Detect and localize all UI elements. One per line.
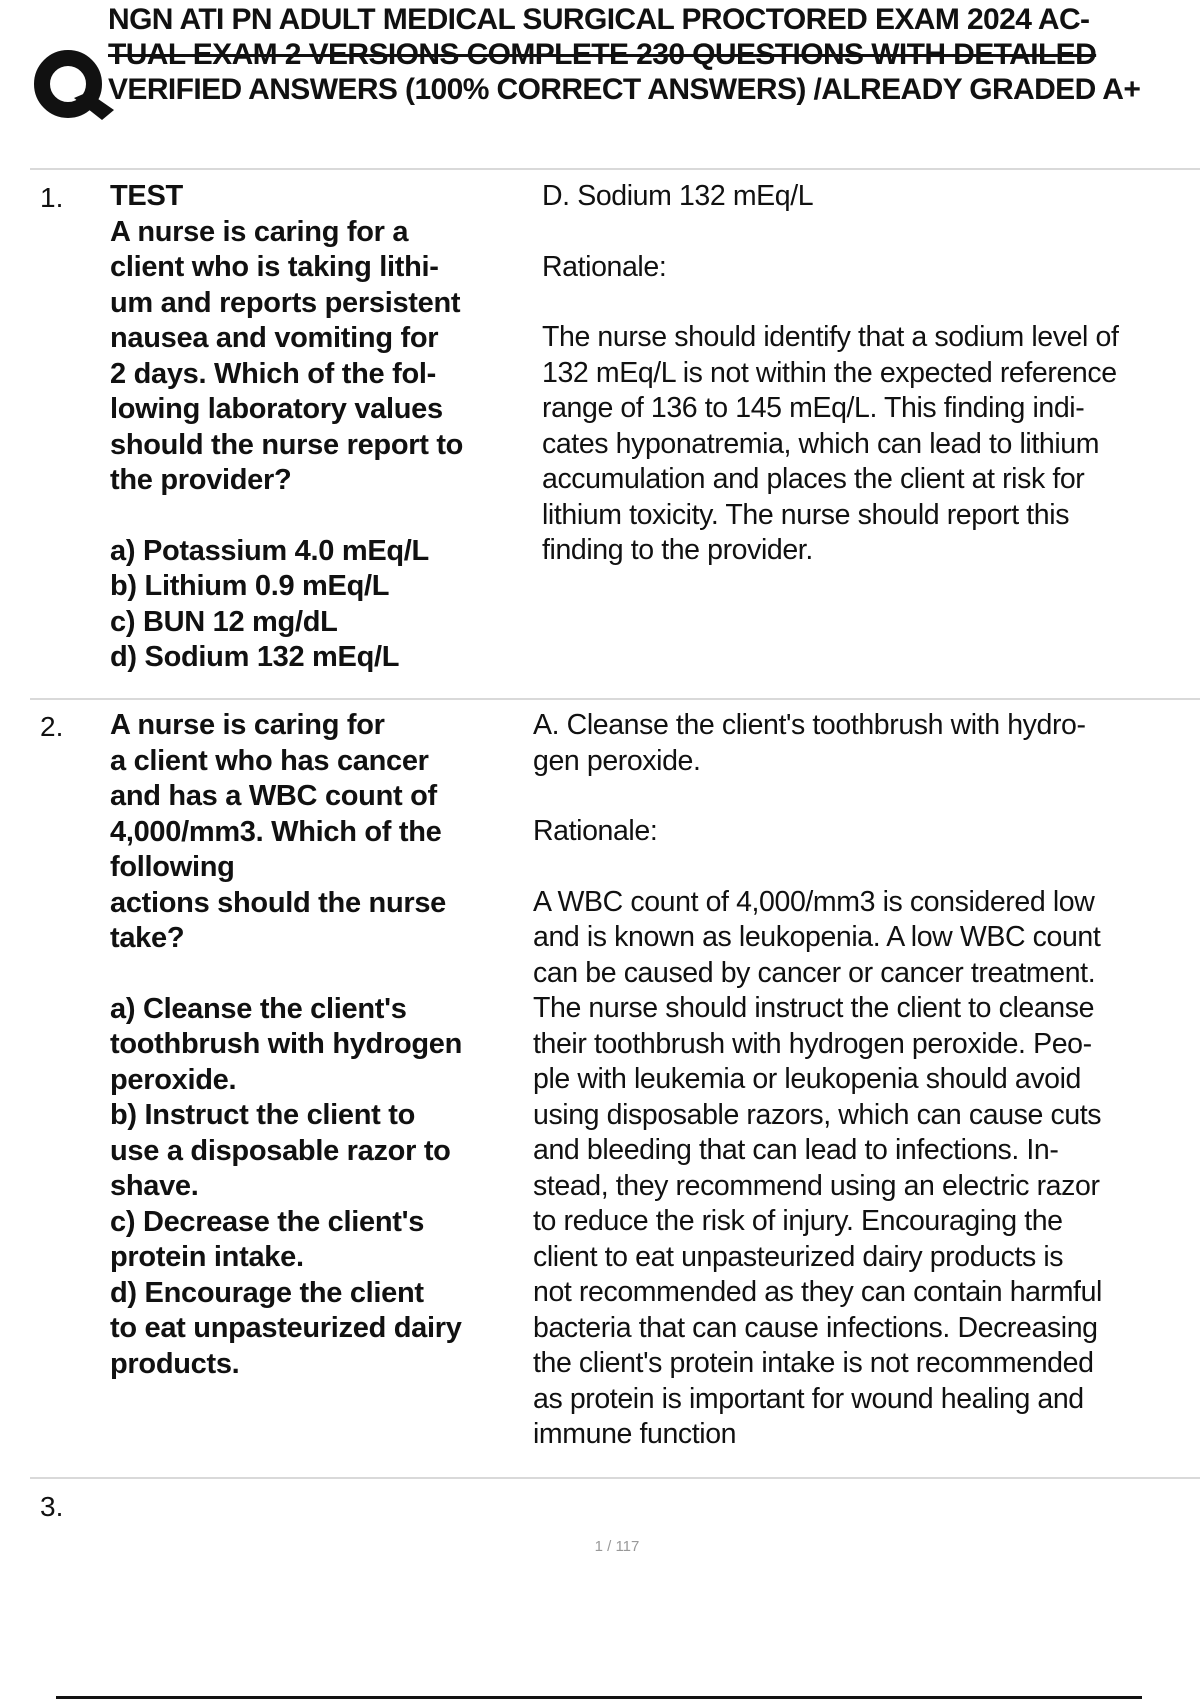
rationale-line: 132 mEq/L is not within the expected reference [542,356,1117,389]
option-line: d) Sodium 132 mEq/L [110,641,400,673]
rationale-line: and is known as leukopenia. A low WBC count [533,921,1101,953]
rationale-line: stead, they recommend using an electric razor [533,1169,1100,1202]
option-line: protein intake. [110,1241,304,1273]
question-line: the provider? [110,464,292,496]
option-line: d) Encourage the client [110,1276,424,1309]
answer-1 [542,179,1118,569]
rationale-line: A WBC count of 4,000/mm3 is considered low [533,885,1095,918]
rationale-line: bacteria that can cause infections. Decreasing [533,1311,1098,1344]
option-line: shave. [110,1170,199,1202]
question-line: and has a WBC count of [110,780,437,812]
correct-answer-line: gen peroxide. [533,744,701,777]
question-line: um and reports persistent [110,286,461,319]
question-line: client who is taking lithi- [110,251,439,283]
page-bottom-rule [56,1696,1142,1699]
rationale-line: The nurse should instruct the client to cleanse [533,992,1095,1024]
q-logo-icon [30,46,120,126]
question-line: actions should the nurse [110,886,447,919]
rationale-line: ple with leukemia or leukopenia should avoid [533,1063,1082,1095]
question-line: take? [110,922,185,954]
question-number: 2. [40,711,64,742]
rationale-line: cates hyponatremia, which can lead to lithium [542,427,1100,460]
question-line: 2 days. Which of the fol- [110,357,437,390]
option-line: to eat unpasteurized dairy [110,1312,462,1344]
title-line: VERIFIED ANSWERS (100% CORRECT ANSWERS) /ALREADY GRADED A+ [108,73,1141,106]
rationale-line: finding to the provider. [542,534,813,566]
rationale-line: as protein is important for wound healing and [533,1382,1084,1415]
answer-2 [533,708,1102,1453]
question-line: lowing laboratory values [110,393,443,425]
option-line: use a disposable razor to [110,1134,451,1167]
divider [30,168,1200,170]
rationale-line: lithium toxicity. The nurse should report this [542,498,1070,531]
question-line: should the nurse report to [110,428,464,461]
rationale-line: client to eat unpasteurized dairy products is [533,1240,1064,1273]
option-line: products. [110,1347,240,1380]
rationale-line: to reduce the risk of injury. Encouraging the [533,1205,1063,1237]
correct-answer-line: A. Cleanse the client's toothbrush with hydro- [533,709,1086,741]
question-1-text [110,179,530,676]
correct-answer: D. Sodium 132 mEq/L [542,180,814,212]
question-line: A nurse is caring for a [110,215,409,248]
option-line: a) Potassium 4.0 mEq/L [110,534,429,567]
option-line: peroxide. [110,1063,237,1096]
rationale-label: Rationale: [533,815,658,847]
question-number: 1. [40,182,64,213]
question-line: following [110,851,235,883]
rationale-line: The nurse should identify that a sodium level of [542,321,1119,353]
document-title [108,2,1200,107]
rationale-line: can be caused by cancer or cancer treatment. [533,956,1096,989]
question-line: A nurse is caring for [110,709,385,741]
rationale-line: immune function [533,1418,737,1450]
question-2-text [110,708,530,1382]
rationale-line: range of 136 to 145 mEq/L. This finding indi- [542,392,1085,424]
option-line: c) BUN 12 mg/dL [110,605,338,638]
divider [30,698,1200,700]
option-line: a) Cleanse the client's [110,992,407,1025]
title-line: NGN ATI PN ADULT MEDICAL SURGICAL PROCTORED EXAM 2024 AC- [108,3,1090,36]
option-line: toothbrush with hydrogen [110,1028,463,1060]
option-line: b) Lithium 0.9 mEq/L [110,570,390,602]
option-line: c) Decrease the client's [110,1205,425,1238]
page-indicator: 1 / 117 [594,1538,640,1555]
question-line: 4,000/mm3. Which of the [110,815,442,848]
rationale-line: and bleeding that can lead to infections. In- [533,1134,1059,1166]
divider [30,1477,1200,1479]
question-line: a client who has cancer [110,744,429,777]
rationale-line: not recommended as they can contain harmful [533,1276,1102,1308]
question-line: TEST [110,180,183,212]
title-line: TUAL EXAM 2 VERSIONS COMPLETE 230 QUESTIONS WITH DETAILED [108,38,1097,71]
rationale-line: accumulation and places the client at risk for [542,463,1085,495]
rationale-line: using disposable razors, which can cause cuts [533,1098,1102,1131]
rationale-line: their toothbrush with hydrogen peroxide. Peo- [533,1027,1092,1060]
rationale-line: the client's protein intake is not recommended [533,1347,1094,1379]
rationale-label: Rationale: [542,250,667,283]
question-line: nausea and vomiting for [110,322,439,354]
option-line: b) Instruct the client to [110,1099,416,1131]
question-number: 3. [40,1491,64,1522]
